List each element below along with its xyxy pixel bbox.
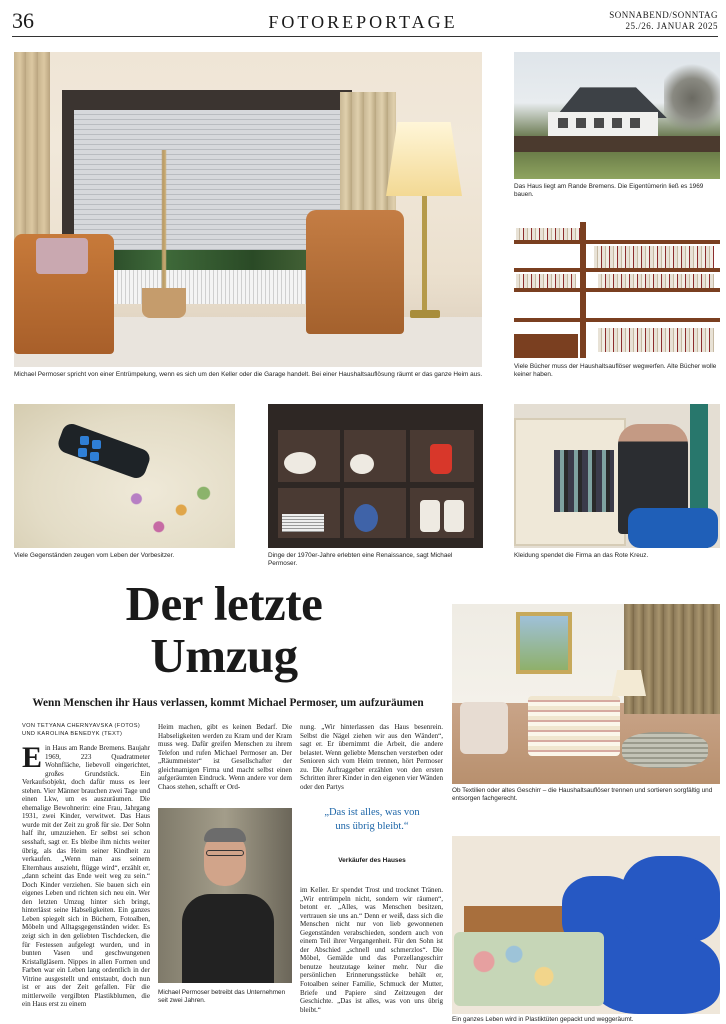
white-jug <box>444 500 464 532</box>
shelf-board <box>514 288 720 292</box>
armchair-right <box>306 210 404 334</box>
floor-lamp-pole <box>422 196 427 312</box>
floral-chair <box>454 932 604 1006</box>
plate-stack <box>622 732 708 768</box>
photo-house <box>514 52 720 179</box>
photo-living-room <box>14 52 482 367</box>
cushion <box>36 238 88 274</box>
white-jug <box>420 500 440 532</box>
roller-shutter <box>74 110 342 250</box>
blue-bag <box>622 856 720 942</box>
books-row <box>594 246 714 268</box>
books-row <box>516 228 582 240</box>
remote-button <box>78 448 87 457</box>
article-column-1 <box>22 741 150 1009</box>
dried-plant <box>150 150 178 300</box>
byline-photos: VON TETYANA CHERNYAVSKA (FOTOS) <box>22 723 141 729</box>
shelf-board <box>514 240 720 244</box>
sugar-bowl <box>350 454 374 474</box>
remote-control <box>56 421 153 481</box>
pull-quote-source: Verkäufer des Hauses <box>338 857 406 864</box>
header-rule <box>12 36 718 37</box>
caption-bags: Ein ganzes Leben wird in Plastiktüten gepackt und weggeräumt. <box>452 1016 634 1023</box>
photo-remote <box>14 404 235 548</box>
books-row <box>516 274 576 288</box>
blue-bag <box>628 508 718 548</box>
remote-button <box>92 440 101 449</box>
issue-date: 25./26. JANUAR 2025 <box>625 21 718 31</box>
curtain <box>624 604 720 714</box>
plate-stack <box>282 514 324 532</box>
floor-lamp-base <box>410 310 440 318</box>
remote-button <box>90 452 99 461</box>
caption-books: Viele Bücher muss der Haushaltsauflöser wegwerfen. Alte Bücher wolle keiner haben. <box>514 363 717 379</box>
red-jug <box>430 444 452 474</box>
subheadline: Wenn Menschen ihr Haus verlassen, kommt Michael Permoser, um aufzuräumen <box>32 697 424 709</box>
hedge <box>514 136 720 152</box>
pull-quote: „Das ist alles, was von uns übrig bleibt.“ <box>324 807 420 832</box>
page-number: 36 <box>12 8 34 33</box>
cabinet <box>514 334 578 358</box>
jacket <box>182 894 274 983</box>
table-lamp <box>612 670 646 696</box>
photo-portrait <box>158 808 292 983</box>
section-title: FOTOREPORTAGE <box>268 12 458 32</box>
photo-books <box>514 222 720 358</box>
blue-teapot <box>354 504 378 532</box>
shelf-board <box>514 268 720 272</box>
issue-day: SONNABEND/SONNTAG <box>609 10 718 20</box>
textile-stack <box>528 696 620 756</box>
tureen <box>284 452 316 474</box>
photo-textiles <box>452 604 720 784</box>
tree <box>664 58 720 138</box>
headline-line-2: Umzug <box>150 628 298 683</box>
column-1-text: in Haus am Rande Bremens. Baujahr 1969, 223 Quadratmeter Wohnfläche, liebevoll eingerichtet, großes Grundstück. Ein Verkaufsobjekt, doch dafür muss es leer stehen. Vier Männer brauchen zwei Tage und einen Lkw, um es auszuräumen. Die ehemalige Bewohnerin: eine Frau, Jahrgang 1931, zwei Kinder, verwitwet. Das Haus wurde mit der Zeit zu groß für sie. Der Sohn half ihr, umzuziehen. Er selbst sei schon sesshaft, sagt er. Es bleibe ihm nichts weiter übrig, als das Heim seiner Kindheit zu verkaufen. „Wenn man aus seinem Elternhaus auszieht, flügge wird“, erzählt er, „dann scheint das Ende weit weg zu sein.“ Doch Kinder verziehen. Sie bauen sich ein eigenes Leben und richten sich neu ein. Wer den letzten Umzug hinter sich bringt, hinterlässt seine Habseligkeiten. Ein ganzes Leben spiegelt sich in Büchern, Fotoalben, Möbeln und Alltagsgegenständen wider. Es zeigt sich in den geliebten Tischdecken, die für Festessen aufgelegt wurden, und in bunten Vasen und geschwungenen Kristallgläsern. Nippes in allen Formen und Farben war ein Leben lang ordentlich in der Vitrine ausgestellt und entstaubt, doch nun ist er aus der Zeit gefallen. Für die mittlerweile vergilbten Plastikblumen, die ein Haus erst zu einem <box>22 744 150 1009</box>
shelf-board <box>514 318 720 322</box>
caption-remote: Viele Gegenständen zeugen vom Leben der Vorbesitzer. <box>14 552 175 559</box>
hair <box>204 828 246 842</box>
embroidered-flowers <box>114 482 226 538</box>
house-windows <box>558 118 648 128</box>
article-column-2: Heim machen, gibt es keinen Bedarf. Die Habseligkeiten werden zu Kram und der Kram muss weg. Dafür greifen Menschen zu ihrem Telefon und rufen Michael Permoser an. Der „Räummeister“ ist Gesellschafter der gleichnamigen Firma und macht selbst einen aufgeräumten Eindruck. Wenn andere vor dem Chaos stehen, schafft er Ord- <box>158 723 292 791</box>
caption-living-room: Michael Permoser spricht von einer Entrümpelung, wenn es sich um den Keller oder die Garage handelt. Bei einer Haushaltsauflösung räumt er das ganze Heim aus. <box>14 371 483 378</box>
hanging-clothes <box>554 450 614 512</box>
books-row <box>598 328 714 352</box>
byline-text: UND KAROLINA BENEDYK (TEXT) <box>22 730 123 737</box>
caption-textiles: Ob Textilien oder altes Geschirr – die Haushaltsauflöser trennen und sortieren sorgfältig und entsorgen fachgerecht. <box>452 787 713 803</box>
article-column-3-top: nung. „Wir hinterlassen das Haus besenrein. Selbst die Nägel ziehen wir aus den Wänden“, sagt er. Er übernimmt die Arbeit, die andere belastet. Wenn geliebte Menschen versterben oder Senioren sich vom Heim trennen, hört Permoser zu. Die Auftraggeber erzählen von den ersten Schritten ihrer Kinder in den eigenen vier Wänden oder den Partys <box>300 723 443 791</box>
article-column-3-bottom: im Keller. Er spendet Trost und trocknet Tränen. „Wir entrümpeln nicht, sondern wir räumen“, betont er. „Alles, was Menschen besitzen, vertrauen sie uns an.“ Denn er weiß, dass sich die Menschen nicht nur von lieb gewonnenen Gegenständen verabschieden, sondern auch von einem Teil ihrer Vergangenheit. Für den Sohn ist der Abschied „schnell und schmerzlos“. Die Möbel, Gemälde und das Porzellangeschirr benutze heutzutage keiner mehr. Nur die persönlichen Erinnerungsstücke behält er, Fotoalben seiner Familie, Schmuck der Mutter, Briefe und Papiere sind Zeitzeugen der Geschichte. „Das ist alles, was von uns übrig bleibt.“ <box>300 886 443 1014</box>
caption-closet: Kleidung spendet die Firma an das Rote Kreuz. <box>514 552 649 559</box>
blue-bag <box>592 932 720 1014</box>
caption-house: Das Haus liegt am Rande Bremens. Die Eigentümerin ließ es 1969 bauen. <box>514 183 704 199</box>
photo-closet <box>514 404 720 548</box>
headline-line-1: Der letzte <box>125 576 323 631</box>
shelf-divider <box>580 222 586 358</box>
floor-lamp-shade <box>386 122 462 196</box>
plant-pot <box>142 288 186 318</box>
glasses <box>206 850 244 856</box>
dropcap: E <box>22 741 43 774</box>
framed-painting <box>516 612 572 674</box>
photo-bags <box>452 836 720 1014</box>
cushion <box>460 702 508 754</box>
byline <box>22 723 140 738</box>
photo-dishes <box>268 404 483 548</box>
caption-dishes: Dinge der 1970er-Jahre erlebten eine Renaissance, sagt Michael Permoser. <box>268 552 453 568</box>
remote-button <box>80 436 89 445</box>
caption-portrait: Michael Permoser betreibt das Unternehmen seit zwei Jahren. <box>158 989 286 1005</box>
books-row <box>598 274 714 288</box>
